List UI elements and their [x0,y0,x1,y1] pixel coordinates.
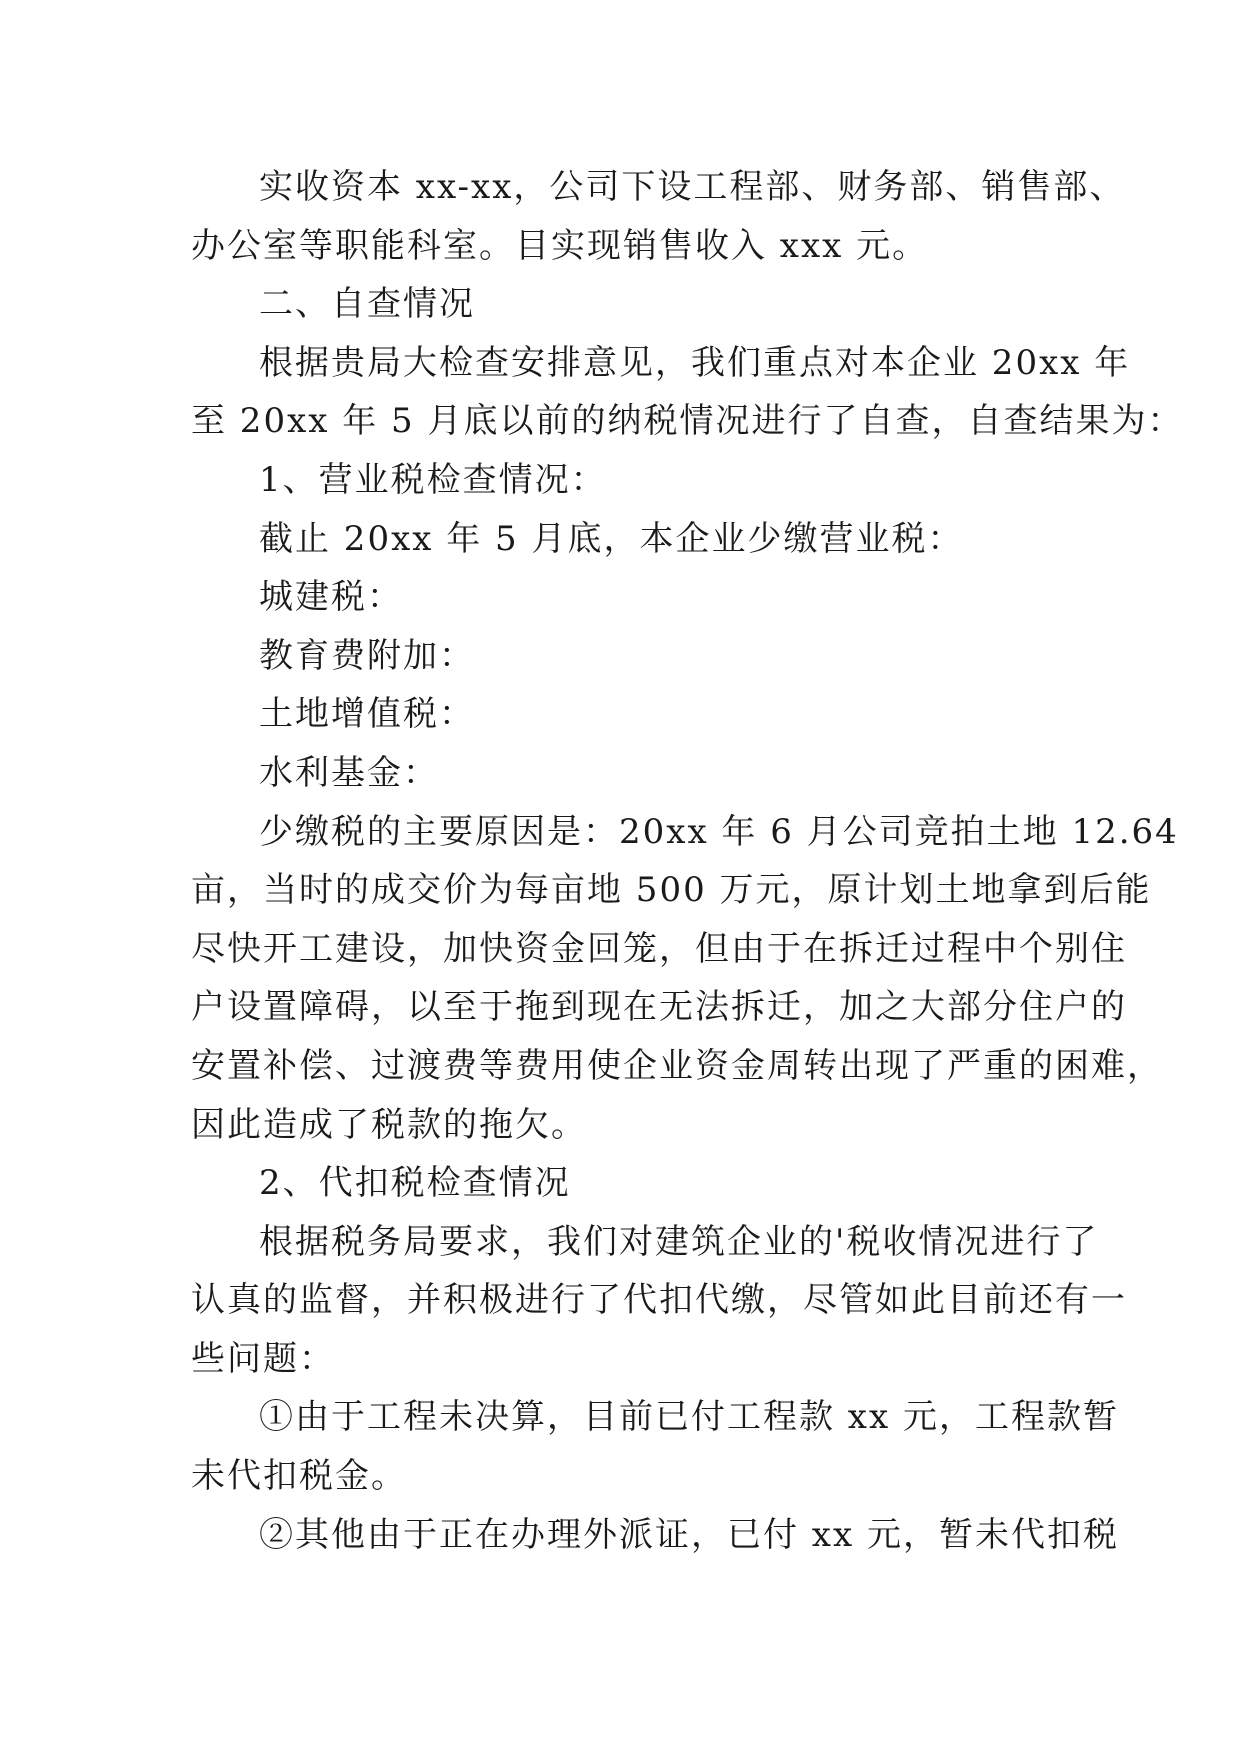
text-line: 少缴税的主要原因是：20xx 年 6 月公司竞拍土地 12.64 [259,811,1179,852]
text-line: 实收资本 xx-xx，公司下设工程部、财务部、销售部、 [259,167,1126,207]
text-line: 土地增值税： [259,694,475,735]
text-line: 未代扣税金。 [191,1456,407,1497]
subsection-heading: 1、营业税检查情况： [259,459,607,500]
text-line: 根据贵局大检查安排意见，我们重点对本企业 20xx 年 [259,342,1131,383]
text-line: ②其他由于正在办理外派证，已付 xx 元，暂未代扣税 [259,1514,1119,1555]
text-line: ①由于工程未决算，目前已付工程款 xx 元，工程款暂 [259,1397,1119,1438]
text-line: 根据税务局要求，我们对建筑企业的'税收情况进行了 [259,1221,1099,1262]
text-line: 城建税： [259,577,403,618]
text-line: 安置补偿、过渡费等费用使企业资金周转出现了严重的困难， [191,1045,1163,1086]
text-line: 因此造成了税款的拖欠。 [191,1104,587,1145]
text-line: 教育费附加： [259,635,475,676]
text-line: 户设置障碍，以至于拖到现在无法拆迁，加之大部分住户的 [191,987,1127,1028]
text-line: 认真的监督，并积极进行了代扣代缴，尽管如此目前还有一 [191,1280,1127,1321]
text-line: 截止 20xx 年 5 月底，本企业少缴营业税： [259,518,964,559]
text-line: 至 20xx 年 5 月底以前的纳税情况进行了自查，自查结果为： [191,401,1184,442]
subsection-heading: 2、代扣税检查情况 [259,1163,571,1204]
text-line: 亩，当时的成交价为每亩地 500 万元，原计划土地拿到后能 [191,870,1152,911]
text-line: 办公室等职能科室。目实现销售收入 xxx 元。 [191,225,929,266]
body-text [191,158,1184,1564]
text-line: 些问题： [191,1338,335,1379]
section-heading: 二、自查情况 [259,284,475,325]
text-line: 尽快开工建设，加快资金回笼，但由于在拆迁过程中个别住 [191,928,1127,969]
text-line: 水利基金： [259,752,439,793]
